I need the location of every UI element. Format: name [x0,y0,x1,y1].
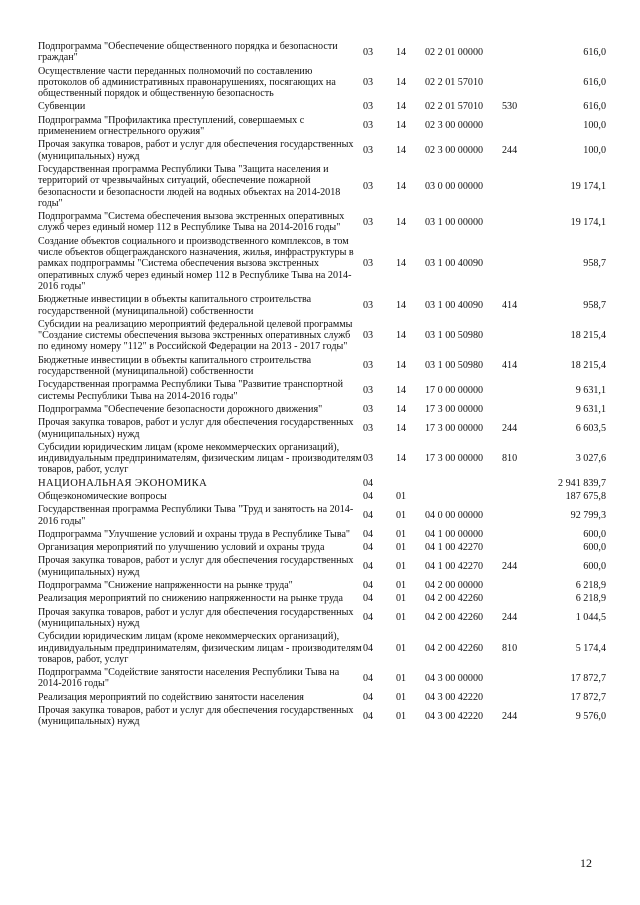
row-amount: 616,0 [583,76,606,88]
row-expense-type [502,579,546,592]
row-name: Субсидии юридическим лицам (кроме некоммерческих организаций), индивидуальным предпринимателям, физическим лицам - производителям товаров, работ, услуг [38,631,362,665]
table-row [38,354,606,379]
row-name: Государственная программа Республики Тыва "Труд и занятость на 2014-2016 годы" [38,504,354,527]
row-subsection-code: 14 [396,299,407,311]
row-name: Подпрограмма "Система обеспечения вызова экстренных оперативных служб через единый номер 112 в Республике Тыва на 2014-2016 годы" [38,211,345,234]
row-name: Субсидии юридическим лицам (кроме некоммерческих организаций), индивидуальным предпринимателям, физическим лицам - производителям товаров, работ, услуг [38,441,362,476]
row-name: Прочая закупка товаров, работ и услуг для обеспечения государственных (муниципальных) нужд [38,555,354,578]
row-section-code: 03 [363,384,374,396]
row-section-code: 03 [363,46,374,58]
row-amount: 9 576,0 [575,710,606,722]
row-section-code: 03 [363,330,374,342]
row-subsection-code: 01 [396,612,407,624]
row-section-code: 04 [363,580,374,592]
row-expense-type [502,210,546,235]
row-amount: 18 215,4 [570,330,606,342]
table-row [38,114,606,139]
row-target-article: 04 1 00 42270 [425,542,484,554]
row-subsection-code: 01 [396,593,407,605]
row-name: Организация мероприятий по улучшению условий и охраны труда [38,542,325,554]
row-section-code: 04 [363,509,374,521]
row-amount: 9 631,1 [575,403,606,415]
table-row [38,416,606,441]
row-amount: 17 872,7 [570,672,606,684]
row-subsection-code: 14 [396,46,407,58]
row-expense-type [502,403,546,416]
table-row [38,318,606,354]
row-target-article: 02 2 01 00000 [425,46,484,58]
row-amount: 3 027,6 [575,453,606,465]
row-target-article: 03 1 00 40090 [425,299,484,311]
row-expense-type: 810 [502,453,518,465]
row-target-article: 17 0 00 00000 [425,384,484,396]
row-expense-type [502,477,546,490]
row-amount: 100,0 [583,145,606,157]
row-section-code: 04 [363,691,374,703]
row-subsection-code: 01 [396,561,407,573]
row-expense-type: 810 [502,642,518,654]
row-target-article: 02 2 01 57010 [425,76,484,88]
table-row [38,592,606,605]
row-name: Прочая закупка товаров, работ и услуг для обеспечения государственных (муниципальных) нужд [38,606,354,629]
row-subsection-code: 01 [396,691,407,703]
row-expense-type: 414 [502,360,518,372]
table-row [38,378,606,403]
table-row [38,606,606,631]
table-row [38,403,606,416]
row-amount: 17 872,7 [570,691,606,703]
row-expense-type [502,592,546,605]
row-subsection-code: 14 [396,258,407,270]
row-expense-type: 244 [502,561,518,573]
row-section-code: 03 [363,120,374,132]
row-target-article: 03 1 00 00000 [425,216,484,228]
row-subsection-code: 14 [396,453,407,465]
row-expense-type [502,528,546,541]
budget-table-body [38,40,606,729]
table-row [38,163,606,210]
row-subsection-code: 01 [396,542,407,554]
row-subsection-code: 14 [396,384,407,396]
row-target-article: 03 1 00 40090 [425,258,484,270]
row-expense-type [502,163,546,210]
row-expense-type [502,235,546,293]
row-name: Прочая закупка товаров, работ и услуг для обеспечения государственных (муниципальных) нужд [38,139,354,162]
row-amount: 6 218,9 [575,580,606,592]
row-section-code: 03 [363,258,374,270]
table-row [38,477,606,490]
row-section-code: 03 [363,453,374,465]
table-row [38,579,606,592]
row-target-article: 17 3 00 00000 [425,422,484,434]
row-name: Подпрограмма "Обеспечение безопасности дорожного движения" [38,403,323,415]
row-section-code: 04 [363,477,374,489]
row-expense-type [502,114,546,139]
row-target-article: 04 3 00 42220 [425,691,484,703]
row-expense-type: 244 [502,422,518,434]
row-section-code: 04 [363,561,374,573]
table-row [38,100,606,113]
row-target-article [425,477,502,490]
table-row [38,235,606,293]
row-subsection-code: 14 [396,330,407,342]
row-subsection-code: 01 [396,642,407,654]
row-expense-type [502,691,546,704]
row-section-code: 04 [363,542,374,554]
row-name: Подпрограмма "Снижение напряженности на рынке труда" [38,580,293,592]
row-amount: 616,0 [583,46,606,58]
row-expense-type [502,503,546,528]
row-subsection-code: 14 [396,145,407,157]
row-expense-type: 244 [502,710,518,722]
row-subsection-code: 14 [396,180,407,192]
row-expense-type [502,541,546,554]
row-section-code: 04 [363,490,374,502]
row-section-code: 03 [363,76,374,88]
row-section-code: 04 [363,593,374,605]
row-amount: 600,0 [583,542,606,554]
row-section-code: 04 [363,612,374,624]
row-name: Подпрограмма "Обеспечение общественного порядка и безопасности граждан" [38,41,338,64]
row-target-article: 04 3 00 42220 [425,710,484,722]
row-subsection-code: 14 [396,216,407,228]
row-section-code: 03 [363,403,374,415]
table-row [38,630,606,666]
row-section-code: 04 [363,672,374,684]
row-name: Прочая закупка товаров, работ и услуг для обеспечения государственных (муниципальных) нужд [38,705,354,728]
row-expense-type: 530 [502,101,518,113]
row-amount: 187 675,8 [565,490,606,502]
row-amount: 6 603,5 [575,422,606,434]
row-subsection-code: 01 [396,490,407,502]
row-name: Бюджетные инвестиции в объекты капитального строительства государственной (муниципальной) собственности [38,294,312,317]
row-section-code: 03 [363,216,374,228]
row-amount: 958,7 [583,299,606,311]
row-section-code: 03 [363,360,374,372]
table-row [38,490,606,503]
row-name: Государственная программа Республики Тыва "Развитие транспортной системы Республики Тыва на 2014-2016 годы" [38,379,344,402]
row-name: Государственная программа Республики Тыва "Защита населения и территорий от чрезвычайных ситуаций, обеспечение пожарной безопасности и безопасности людей на водных объектах на 2014-2018 годы" [38,163,341,209]
row-section-code: 04 [363,528,374,540]
row-expense-type: 414 [502,299,518,311]
row-amount: 2 941 839,7 [558,477,606,489]
row-name: Реализация мероприятий по снижению напряженности на рынке труда [38,593,344,605]
row-name: Подпрограмма "Улучшение условий и охраны труда в Республике Тыва" [38,528,351,540]
row-name: Прочая закупка товаров, работ и услуг для обеспечения государственных (муниципальных) нужд [38,417,354,440]
budget-table [38,40,606,729]
table-row [38,293,606,318]
row-section-code: 03 [363,145,374,157]
table-row [38,691,606,704]
row-expense-type [502,318,546,354]
row-name: Подпрограмма "Содействие занятости населения Республики Тыва на 2014-2016 годы" [38,667,340,690]
table-row [38,554,606,579]
row-amount: 5 174,4 [575,642,606,654]
row-target-article: 17 3 00 00000 [425,403,484,415]
row-subsection-code: 01 [396,710,407,722]
row-section-code: 03 [363,422,374,434]
row-target-article: 17 3 00 00000 [425,453,484,465]
row-amount: 9 631,1 [575,384,606,396]
row-section-code: 03 [363,101,374,113]
row-subsection-code: 01 [396,580,407,592]
row-name: Субсидии на реализацию мероприятий федеральной целевой программы "Создание системы обеспечения вызова экстренных оперативных служб по единому номеру "112" в Российской Федерации на 2013 - 2017 годы" [38,318,353,353]
row-subsection-code: 14 [396,101,407,113]
row-target-article: 02 3 00 00000 [425,120,484,132]
row-subsection-code: 14 [396,403,407,415]
row-amount: 600,0 [583,528,606,540]
row-target-article: 04 2 00 42260 [425,593,484,605]
table-row [38,40,606,65]
row-name: Подпрограмма "Профилактика преступлений, совершаемых с применением огнестрельного оружия" [38,114,305,138]
row-expense-type [502,378,546,403]
row-expense-type [502,666,546,691]
table-row [38,441,606,477]
row-name: Общеэкономические вопросы [38,490,167,502]
row-name: Субвенции [38,101,86,113]
row-amount: 19 174,1 [570,180,606,192]
table-row [38,138,606,163]
row-section-code: 03 [363,180,374,192]
row-subsection-code: 14 [396,76,407,88]
row-amount: 6 218,9 [575,593,606,605]
table-row [38,666,606,691]
row-amount: 19 174,1 [570,216,606,228]
row-section-code: 03 [363,299,374,311]
row-name: НАЦИОНАЛЬНАЯ ЭКОНОМИКА [38,477,208,489]
row-expense-type: 244 [502,145,518,157]
row-section-code: 04 [363,642,374,654]
row-amount: 616,0 [583,101,606,113]
row-target-article: 04 1 00 00000 [425,528,484,540]
row-target-article: 04 2 00 42260 [425,612,484,624]
row-subsection-code: 01 [396,672,407,684]
row-subsection-code: 01 [396,509,407,521]
row-target-article: 03 0 00 00000 [425,180,484,192]
row-name: Реализация мероприятий по содействию занятости населения [38,691,304,703]
row-subsection-code: 14 [396,120,407,132]
row-expense-type: 244 [502,612,518,624]
row-target-article: 03 1 00 50980 [425,360,484,372]
row-target-article: 02 2 01 57010 [425,101,484,113]
table-row [38,65,606,101]
table-row [38,503,606,528]
row-target-article: 04 2 00 42260 [425,642,484,654]
row-target-article: 04 3 00 00000 [425,672,484,684]
row-expense-type [502,40,546,65]
row-amount: 600,0 [583,561,606,573]
row-subsection-code: 14 [396,422,407,434]
row-section-code: 04 [363,710,374,722]
table-row [38,528,606,541]
table-row [38,704,606,729]
row-amount: 18 215,4 [570,360,606,372]
row-target-article: 04 1 00 42270 [425,561,484,573]
row-amount: 100,0 [583,120,606,132]
row-name: Создание объектов социального и производственного комплексов, в том числе объектов общегражданского назначения, жилья, инфраструктуры в рамках подпрограммы "Система обеспечения вызова экстренных оперативных служб через единый номер 112 в Республике Тыва на 2014-2016 годы" [38,235,354,292]
row-subsection-code: 14 [396,360,407,372]
row-expense-type [502,490,546,503]
row-target-article: 02 3 00 00000 [425,145,484,157]
row-target-article: 04 2 00 00000 [425,580,484,592]
row-target-article: 03 1 00 50980 [425,330,484,342]
row-amount: 958,7 [583,258,606,270]
page-number: 12 [580,856,592,870]
row-subsection-code: 01 [396,528,407,540]
row-name: Осуществление части переданных полномочий по составлению протоколов об административных правонарушениях, посягающих на общественный порядок и общественную безопасность [38,65,336,100]
row-target-article: 04 0 00 00000 [425,509,484,521]
row-subsection-code [396,477,425,490]
row-name: Бюджетные инвестиции в объекты капитального строительства государственной (муниципальной) собственности [38,354,312,378]
row-amount: 92 799,3 [570,509,606,521]
row-amount: 1 044,5 [575,612,606,624]
table-row [38,541,606,554]
table-row [38,210,606,235]
row-expense-type [502,65,546,101]
row-target-article [425,490,502,503]
